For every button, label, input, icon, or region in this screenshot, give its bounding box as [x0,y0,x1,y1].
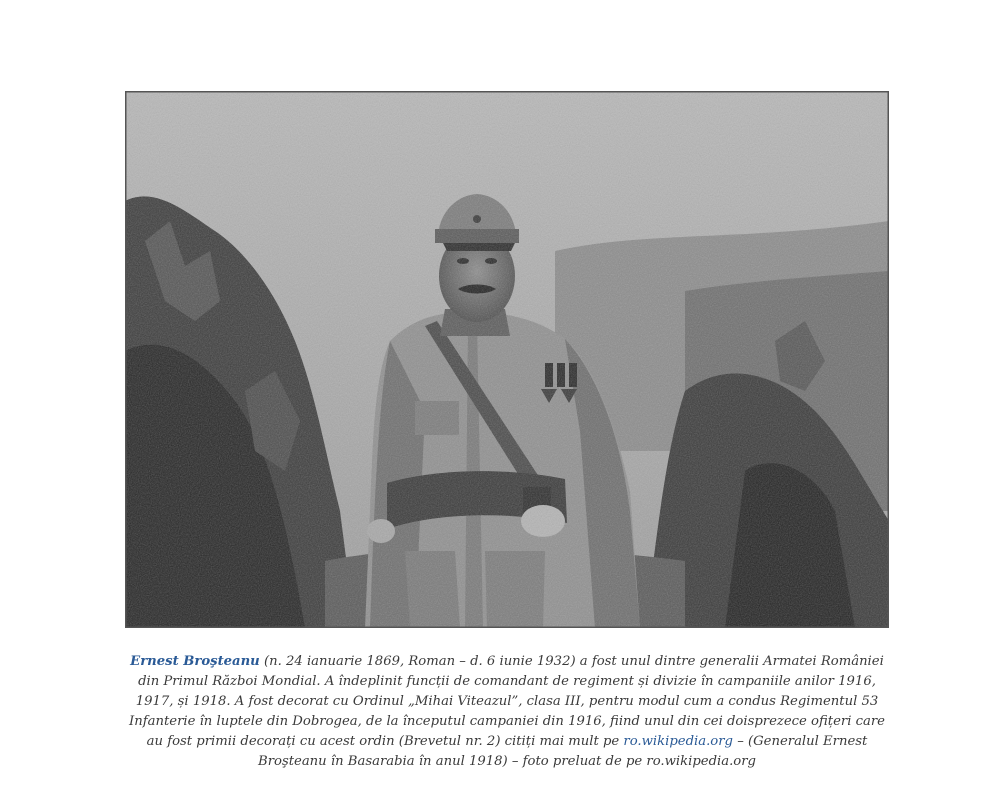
photo-caption [128,652,886,772]
person-name[interactable]: Ernest Broşteanu [130,654,260,670]
caption-text: (n. 24 ianuarie 1869, Roman – d. 6 iunie 1932) a fost unul dintre generalii Armatei României din Primul Război Mondial. A îndeplinit funcții de comandant de regiment și divizie în campaniile anilor 1916, 1917, și 1918. A fost decorat cu Ordinul „Mihai Viteazul”, clasa III, pentru modul cum a condus Regimentul 53 Infanterie în luptele din Dobrogea, de la începutul campaniei din 1916, fiind unul din cei doisprezece ofițeri care au fost primii decorați cu acest ordin (Brevetul nr. 2) citiți mai mult pe [129,654,885,750]
photo-illustration [125,91,889,628]
historical-photo [125,91,889,628]
caption-credit: – (Generalul Ernest Broşteanu în Basarabia în anul 1918) – foto preluat de pe ro.wikipedia.org [258,734,868,770]
wikipedia-link[interactable]: ro.wikipedia.org [623,734,733,750]
